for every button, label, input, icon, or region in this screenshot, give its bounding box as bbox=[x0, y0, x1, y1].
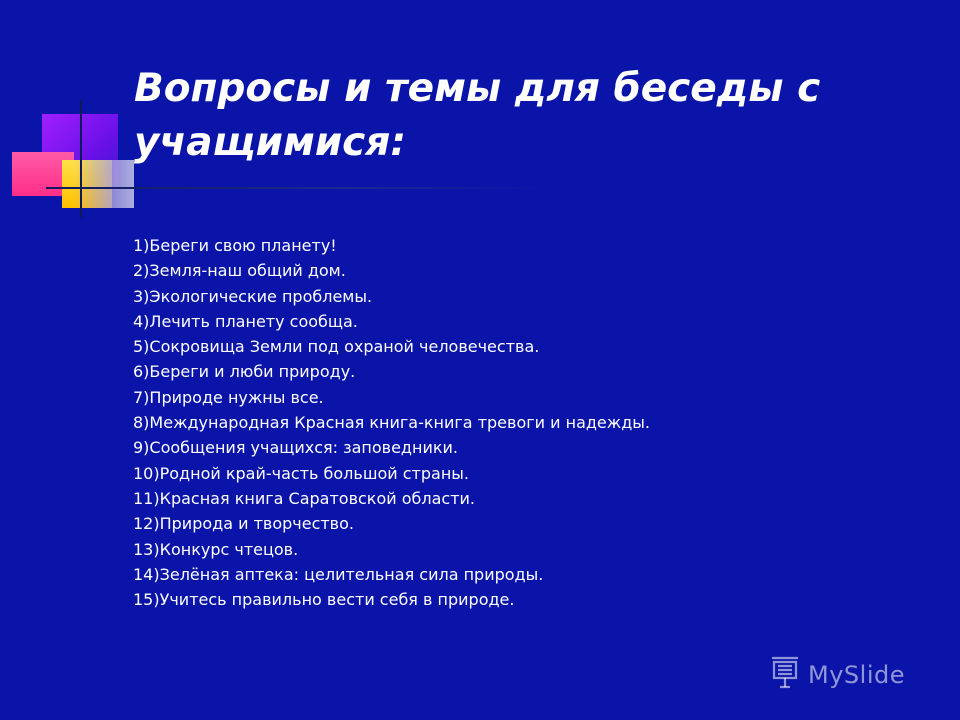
decor-vertical-line bbox=[80, 100, 82, 218]
decor-horizontal-line bbox=[46, 187, 546, 189]
list-item: 12)Природа и творчество. bbox=[133, 514, 354, 534]
list-item: 2)Земля-наш общий дом. bbox=[133, 261, 346, 281]
topic-list bbox=[133, 233, 650, 612]
watermark-text: MySlide bbox=[808, 661, 905, 689]
presentation-board-icon bbox=[768, 654, 808, 696]
watermark bbox=[768, 654, 905, 696]
list-item: 7)Природе нужны все. bbox=[133, 387, 324, 407]
list-item: 3)Экологические проблемы. bbox=[133, 286, 373, 306]
list-item: 10)Родной край-часть большой страны. bbox=[133, 463, 470, 483]
list-item: 14)Зелёная аптека: целительная сила природы. bbox=[133, 564, 544, 584]
slide-title: Вопросы и темы для беседы с учащимися: bbox=[134, 66, 821, 165]
list-item: 15)Учитесь правильно вести себя в природе. bbox=[133, 590, 515, 610]
decor-gradient-square bbox=[74, 160, 134, 208]
list-item: 11)Красная книга Саратовской области. bbox=[133, 488, 476, 508]
list-item: 4)Лечить планету сообща. bbox=[133, 311, 358, 331]
list-item: 6)Береги и люби природу. bbox=[133, 362, 356, 382]
list-item: 1)Береги свою планету! bbox=[133, 236, 337, 255]
list-item: 5)Сокровища Земли под охраной человечества. bbox=[133, 337, 540, 357]
list-item: 13)Конкурс чтецов. bbox=[133, 539, 299, 559]
list-item: 9)Сообщения учащихся: заповедники. bbox=[133, 438, 458, 458]
list-item: 8)Международная Красная книга-книга тревоги и надежды. bbox=[133, 413, 650, 433]
